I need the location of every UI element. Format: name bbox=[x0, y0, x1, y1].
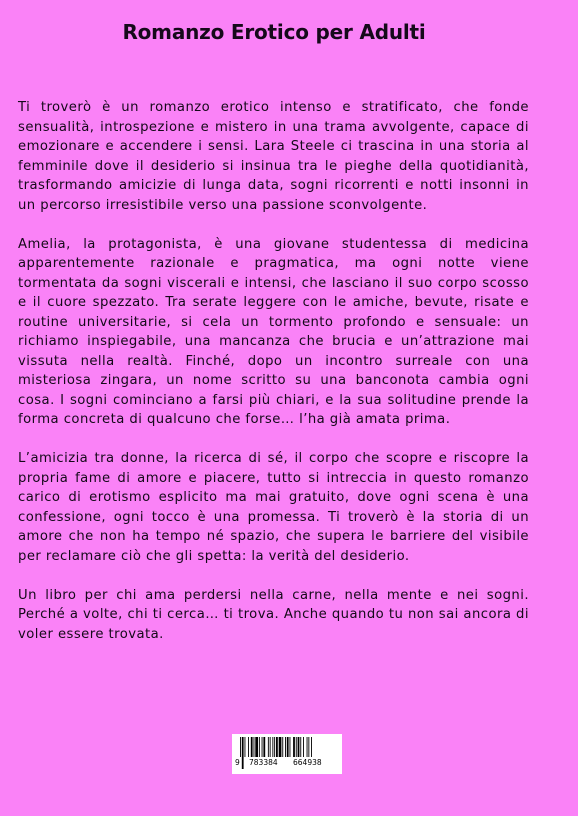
barcode-bar bbox=[296, 737, 297, 757]
barcode-bar bbox=[279, 737, 282, 757]
barcode-digits-right: 664938 bbox=[293, 758, 322, 767]
barcode-bar bbox=[254, 737, 255, 757]
barcode-bar bbox=[285, 737, 286, 757]
barcode-bar bbox=[290, 737, 291, 757]
blurb-paragraph-2: Amelia, la protagonista, è una giovane studentessa di medicina apparentemente razionale e pragmatica, ma ogni notte viene tormentata da sogni viscerali e intensi, che lasciano il suo corpo scosso e il cuore spezzato. Tra serate leggere con le amiche, bevute, risate e routine universitarie, si cela un tormento profondo e sensuale: un richiamo inspiegabile, una mancanza che brucia e un’attrazione mai vissuta nella realtà. Finché, dopo un incontro surreale con una misteriosa zingara, un nome scritto su una banconota cambia ogni cosa. I sogni cominciano a farsi più chiari, e la sua solitudine prende la forma concreta di qualcuno che forse… l’ha già amata prima. bbox=[18, 236, 529, 427]
barcode-bar bbox=[263, 737, 265, 757]
blurb-paragraph-1: Ti troverò è un romanzo erotico intenso e stratificato, che fonde sensualità, introspezione e mistero in una trama avvolgente, capace di emozionare e accendere i sensi. Lara Steele ci trascina in una storia al femminile dove il desiderio si insinua tra le pieghe della quotidianità, trasformando amicizie di lunga data, sogni ricorrenti e notti insonni in un percorso irresistibile verso una passione sconvolgente. bbox=[18, 100, 529, 213]
barcode-bar bbox=[272, 737, 273, 757]
barcode-bar bbox=[308, 737, 309, 757]
barcode-bar bbox=[259, 737, 260, 757]
barcode-bar bbox=[268, 737, 269, 757]
barcode-bar bbox=[307, 737, 308, 757]
barcode-bar bbox=[270, 737, 271, 757]
barcode-bar bbox=[303, 737, 304, 757]
cover-title: Romanzo Erotico per Adulti bbox=[122, 20, 426, 44]
barcode-bar bbox=[245, 737, 246, 757]
barcode-bar bbox=[262, 737, 263, 757]
barcode-digits-left: 783384 bbox=[249, 758, 278, 767]
barcode-bar bbox=[293, 737, 295, 757]
blurb-paragraph-3: L’amicizia tra donne, la ricerca di sé, il corpo che scopre e riscopre la propria fame di amore e piacere, tutto si intreccia in questo romanzo carico di erotismo esplicito ma mai gratuito, dove ogni scena è una confessione, ogni tocco è una promessa. Ti troverò è la storia di un amore che non ha tempo né spazio, che supera le barriere del visibile per reclamare ciò che gli spetta: la verità del desiderio. bbox=[18, 451, 529, 564]
barcode-bar bbox=[298, 737, 300, 757]
barcode-bar bbox=[251, 737, 253, 757]
barcode-bar bbox=[255, 737, 258, 757]
barcode-bar bbox=[242, 737, 244, 769]
blurb-paragraph-4: Un libro per chi ama perdersi nella carne, nella mente e nei sogni. Perché a volte, chi ti cerca… ti trova. Anche quando tu non sai ancora di voler essere trovata. bbox=[18, 587, 529, 642]
barcode-bar bbox=[300, 737, 301, 757]
isbn-barcode bbox=[232, 734, 342, 774]
barcode-bar bbox=[248, 737, 249, 757]
barcode-bar bbox=[282, 737, 283, 757]
barcode-bar bbox=[287, 737, 289, 757]
blurb bbox=[18, 98, 529, 664]
barcode-digit-lead: 9 bbox=[235, 758, 240, 767]
